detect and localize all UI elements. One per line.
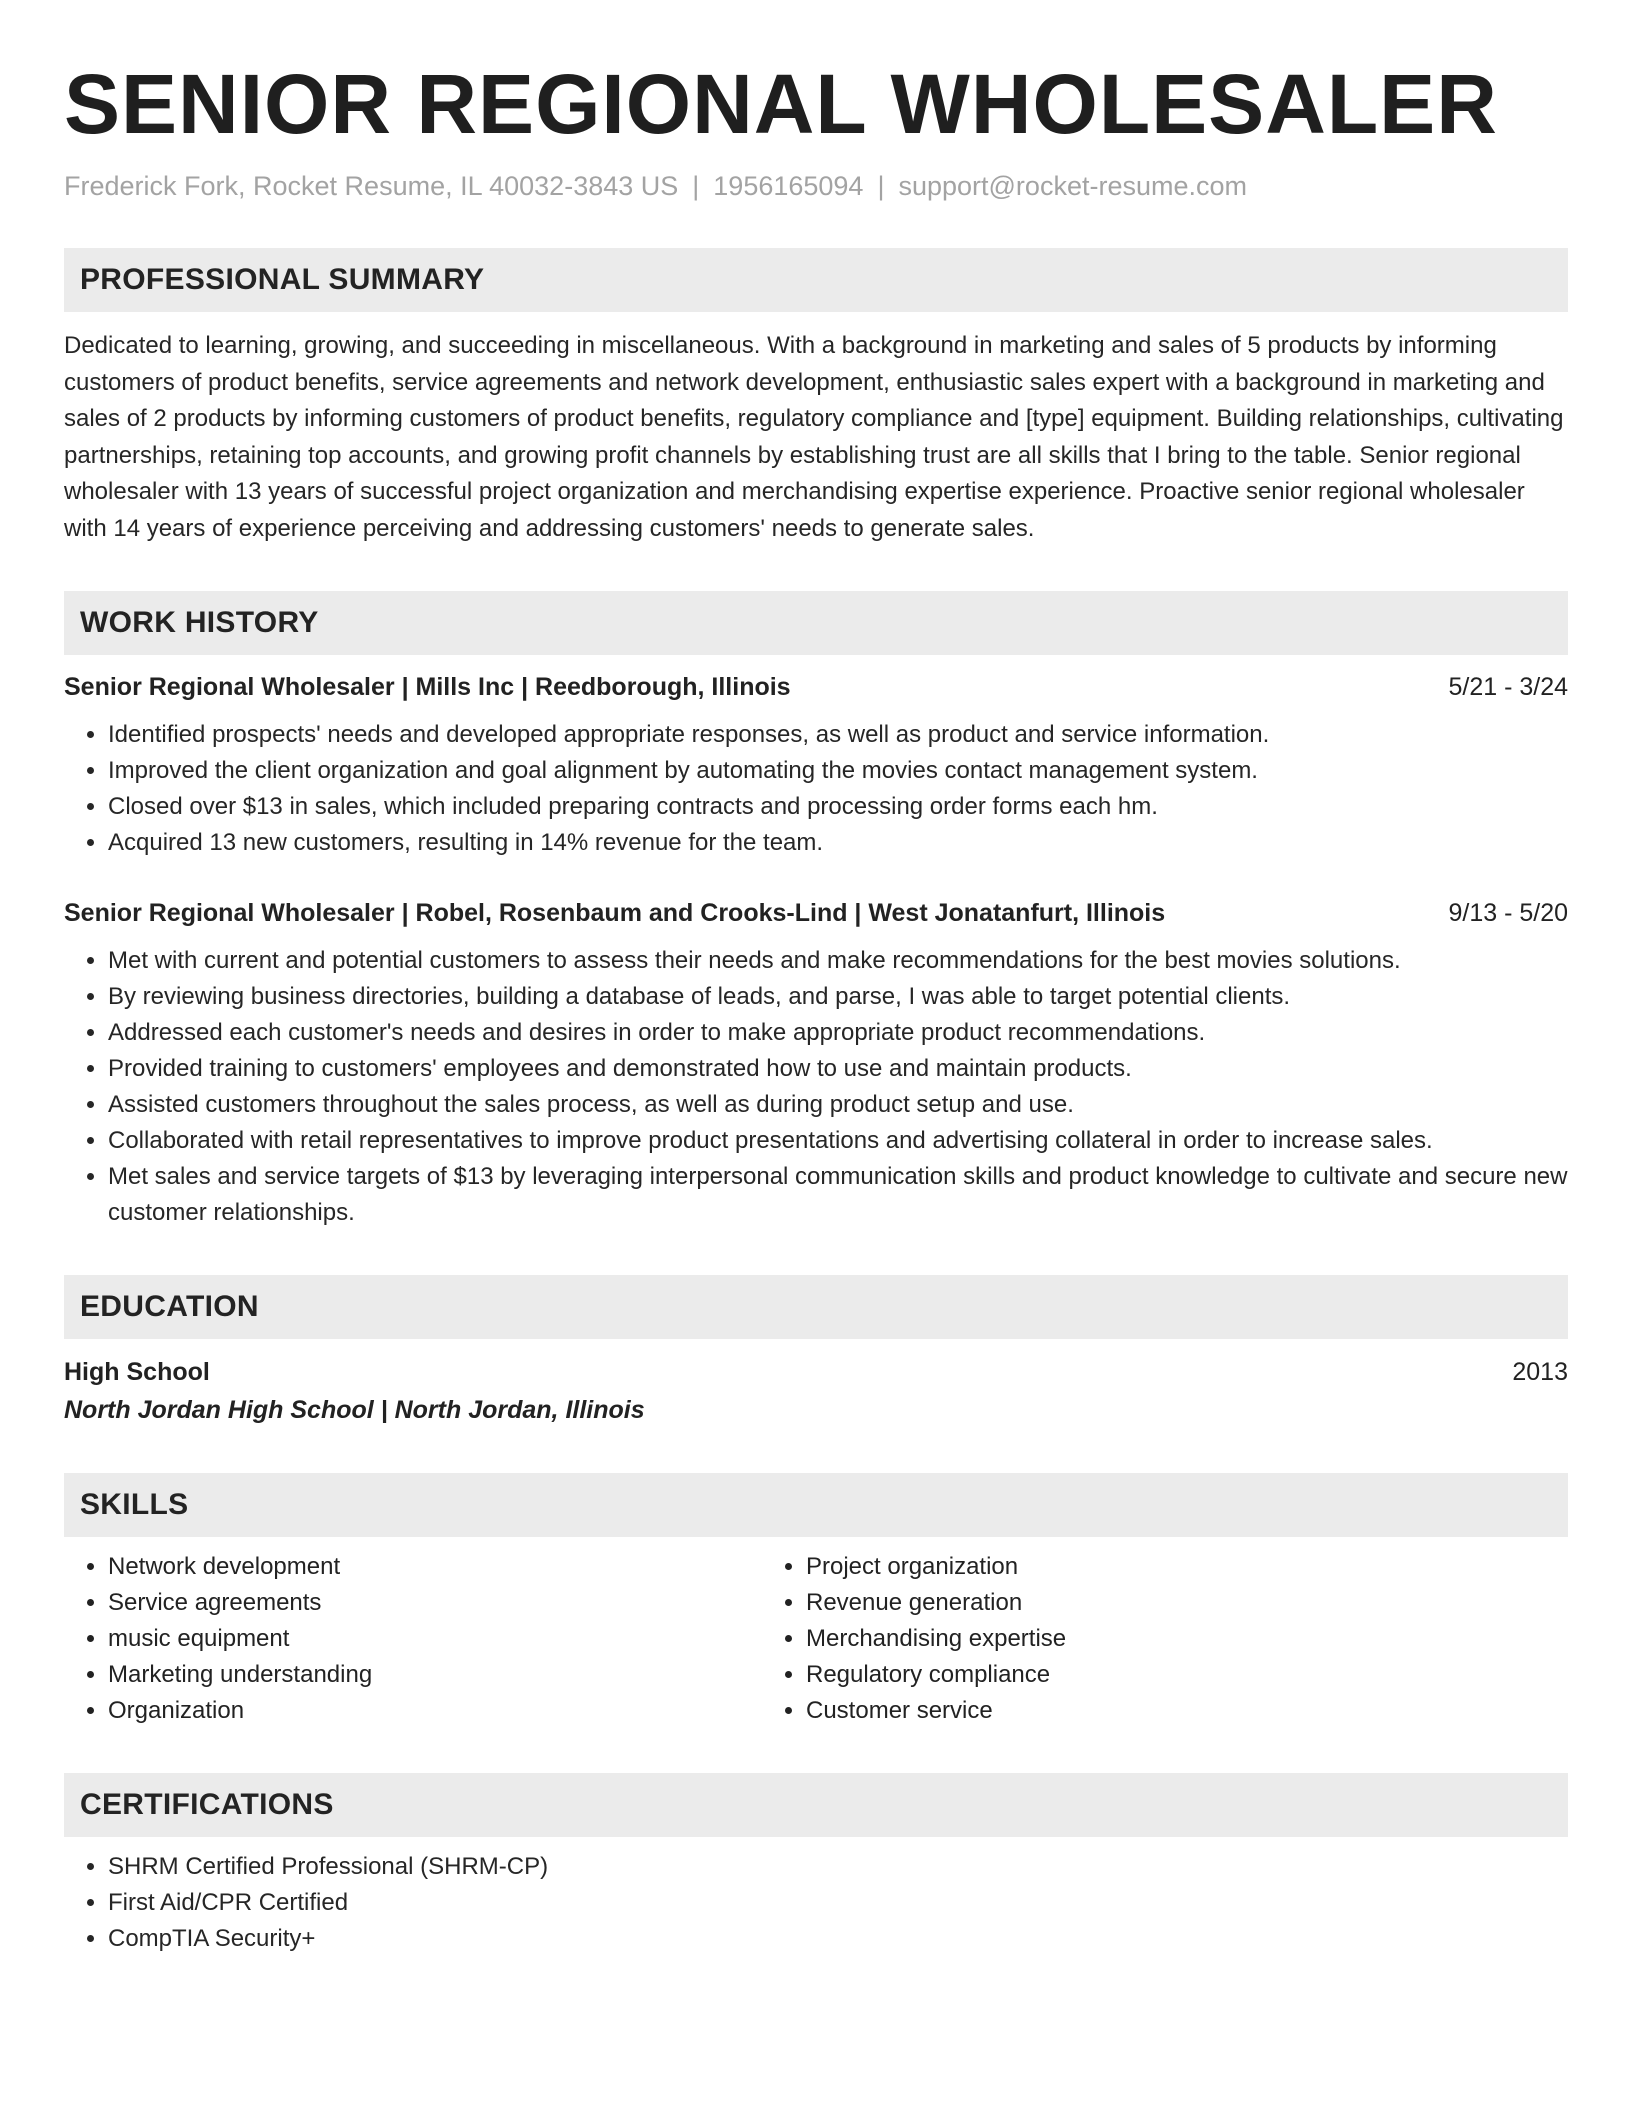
list-item: • Project organization — [806, 1549, 1522, 1585]
education-school: North Jordan High School | North Jordan, Illinois — [64, 1396, 645, 1424]
education-degree: High School — [64, 1358, 210, 1386]
job-dates: 5/21 - 3/24 — [1448, 673, 1568, 701]
contact-phone: 1956165094 — [713, 171, 864, 201]
section-title: CERTIFICATIONS — [80, 1788, 334, 1821]
job-bullets — [64, 717, 1568, 861]
list-item: • SHRM Certified Professional (SHRM-CP) — [108, 1849, 1568, 1885]
section-title: PROFESSIONAL SUMMARY — [80, 263, 485, 296]
list-item: • Met with current and potential customers to assess their needs and make recommendations for the best movies solutions. — [108, 943, 1568, 979]
section-header-skills — [64, 1473, 1568, 1537]
list-item: • music equipment — [108, 1621, 762, 1657]
candidate-name: SENIOR REGIONAL WHOLESALER — [64, 57, 1498, 151]
job-title: Senior Regional Wholesaler | Robel, Rosenbaum and Crooks-Lind | West Jonatanfurt, Illinois — [64, 899, 1166, 927]
list-item: • First Aid/CPR Certified — [108, 1885, 1568, 1921]
section-title: SKILLS — [80, 1488, 189, 1521]
job-dates: 9/13 - 5/20 — [1448, 899, 1568, 927]
list-item: • By reviewing business directories, building a database of leads, and parse, I was able to target potential clients. — [108, 979, 1568, 1015]
list-item: • CompTIA Security+ — [108, 1921, 1568, 1957]
list-item: • Service agreements — [108, 1585, 762, 1621]
list-item: • Assisted customers throughout the sales process, as well as during product setup and use. — [108, 1087, 1568, 1123]
list-item: • Improved the client organization and goal alignment by automating the movies contact management system. — [108, 753, 1568, 789]
skills-column-right — [762, 1549, 1522, 1729]
list-item: • Organization — [108, 1693, 762, 1729]
summary-text: Dedicated to learning, growing, and succeeding in miscellaneous. With a background in marketing and sales of 5 products by informing customers of product benefits, service agreements and network development, enthusiastic sales expert with a background in marketing and sales of 2 products by informing customers of product benefits, regulatory compliance and [type] equipment. Building relationships, cultivating partnerships, retaining top accounts, and growing profit channels by establishing trust are all skills that I bring to the table. Senior regional wholesaler with 13 years of successful project organization and merchandising expertise experience. Proactive senior regional wholesaler with 14 years of experience perceiving and addressing customers' needs to generate sales. — [64, 332, 1564, 542]
contact-separator: | — [692, 171, 700, 201]
resume-page — [64, 54, 1568, 1957]
education-heading — [64, 1353, 1568, 1391]
job-entry — [64, 895, 1568, 1231]
list-item: • Closed over $13 in sales, which included preparing contracts and processing order forms each hm. — [108, 789, 1568, 825]
section-header-work-history — [64, 591, 1568, 655]
certifications-list — [64, 1849, 1568, 1957]
education-year: 2013 — [1512, 1358, 1568, 1386]
section-header-summary — [64, 248, 1568, 312]
list-item: • Identified prospects' needs and developed appropriate responses, as well as product and service information. — [108, 717, 1568, 753]
job-entry — [64, 669, 1568, 861]
skills-list — [64, 1549, 1568, 1729]
list-item: • Collaborated with retail representatives to improve product presentations and advertising collateral in order to increase sales. — [108, 1123, 1568, 1159]
list-item: • Customer service — [806, 1693, 1522, 1729]
job-title: Senior Regional Wholesaler | Mills Inc | Reedborough, Illinois — [64, 673, 791, 701]
skills-column-left — [64, 1549, 762, 1729]
list-item: • Marketing understanding — [108, 1657, 762, 1693]
list-item: • Revenue generation — [806, 1585, 1522, 1621]
section-header-education — [64, 1275, 1568, 1339]
list-item: • Network development — [108, 1549, 762, 1585]
list-item: • Merchandising expertise — [806, 1621, 1522, 1657]
section-title: EDUCATION — [80, 1290, 259, 1323]
contact-separator: | — [877, 171, 885, 201]
list-item: • Met sales and service targets of $13 by leveraging interpersonal communication skills and product knowledge to cultivate and secure new customer relationships. — [108, 1159, 1568, 1231]
list-item: • Addressed each customer's needs and desires in order to make appropriate product recommendations. — [108, 1015, 1568, 1051]
job-heading — [64, 669, 1568, 705]
list-item: • Provided training to customers' employees and demonstrated how to use and maintain products. — [108, 1051, 1568, 1087]
contact-line — [64, 168, 1568, 204]
section-title: WORK HISTORY — [80, 606, 319, 639]
list-item: • Regulatory compliance — [806, 1657, 1522, 1693]
section-header-certifications — [64, 1773, 1568, 1837]
list-item: • Acquired 13 new customers, resulting in 14% revenue for the team. — [108, 825, 1568, 861]
contact-email: support@rocket-resume.com — [898, 171, 1247, 201]
contact-address: Frederick Fork, Rocket Resume, IL 40032-3843 US — [64, 171, 679, 201]
job-heading — [64, 895, 1568, 931]
job-bullets — [64, 943, 1568, 1231]
